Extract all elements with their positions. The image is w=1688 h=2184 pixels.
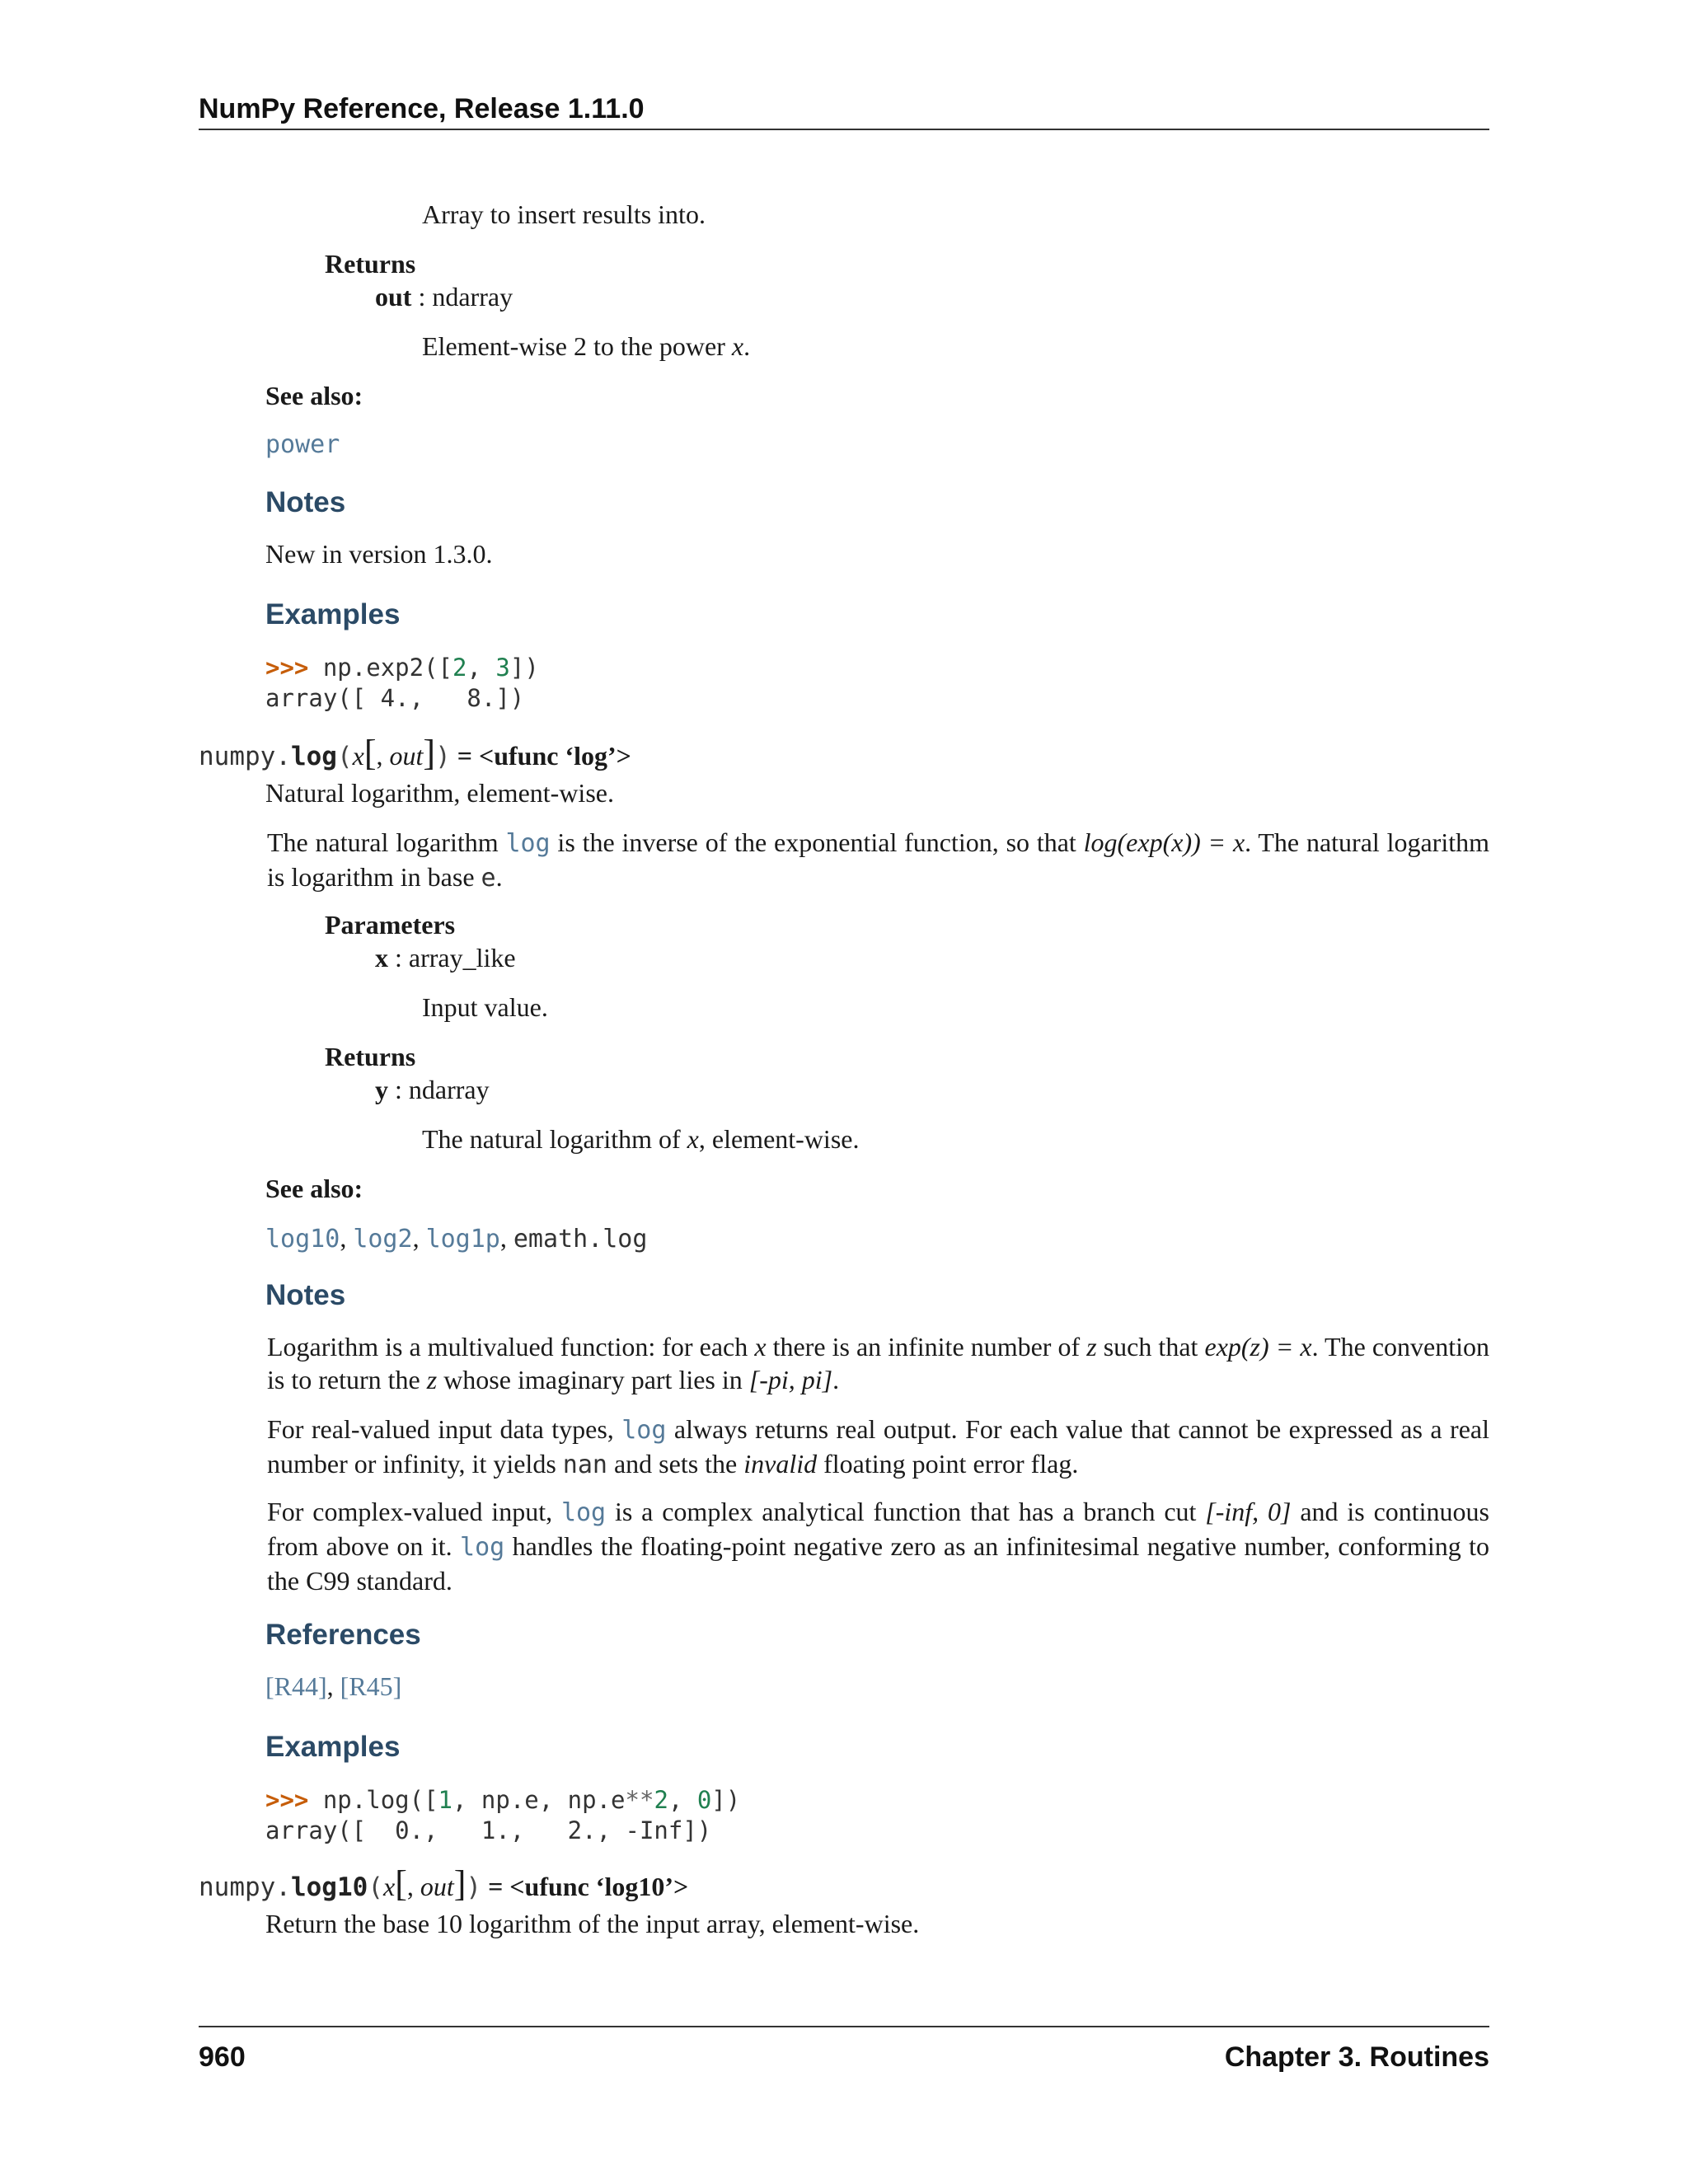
text: always returns real output. For each value that cannot be expressed as a real number or infinity, it yields — [267, 1414, 1490, 1479]
header-rule — [199, 129, 1489, 130]
code-operator: ** — [625, 1786, 654, 1814]
math-var: x — [687, 1124, 699, 1154]
sig-bracket: ] — [453, 1863, 467, 1904]
exp2-return-description — [422, 330, 750, 363]
exp2-return-desc-var: x — [731, 331, 744, 361]
text: there is an infinite number of — [766, 1332, 1087, 1361]
log-notes-paragraph-3 — [267, 1495, 1489, 1597]
log-examples-heading: Examples — [265, 1731, 401, 1763]
code-number: 1 — [438, 1786, 452, 1814]
log-param-field — [375, 941, 516, 974]
sig-paren: ( — [336, 742, 353, 771]
log10-summary: Return the base 10 logarithm of the input array, element-wise. — [265, 1909, 920, 1938]
math-expression: [-inf, 0] — [1205, 1497, 1292, 1526]
log-references-list — [265, 1670, 401, 1703]
log-code-line-1 — [265, 1785, 740, 1816]
exp2-return-desc-end: . — [743, 331, 751, 361]
log-parameters-label: Parameters — [325, 910, 456, 940]
log10-link[interactable]: log10 — [265, 1225, 340, 1254]
exp2-examples-heading: Examples — [265, 598, 401, 630]
code-text: np.log([ — [308, 1786, 438, 1814]
log-link[interactable]: log — [560, 1498, 607, 1527]
text: For real-valued input data types, — [267, 1414, 622, 1444]
text: The natural logarithm of — [422, 1124, 687, 1154]
log2-link[interactable]: log2 — [353, 1225, 413, 1254]
log-param-description: Input value. — [422, 992, 548, 1022]
log-notes-paragraph-1 — [267, 1330, 1489, 1396]
sig-module: numpy. — [199, 742, 291, 771]
log-link[interactable]: log — [505, 829, 551, 858]
math-expression: log(exp(x)) = x — [1083, 827, 1245, 857]
text: The natural logarithm — [267, 827, 506, 857]
log-notes-paragraph-2 — [267, 1413, 1489, 1482]
code-number: 2 — [654, 1786, 668, 1814]
sig-bracket: ] — [423, 733, 436, 773]
exp2-see-also-label: See also: — [265, 381, 363, 410]
log-see-also-list — [265, 1221, 647, 1256]
exp2-returns-label: Returns — [325, 249, 416, 279]
log-return-type: : ndarray — [395, 1075, 490, 1104]
text: such that — [1096, 1332, 1205, 1361]
code-prompt: >>> — [265, 654, 309, 682]
sig-comma: , — [406, 1872, 420, 1901]
math-expression: [-pi, pi] — [748, 1365, 833, 1394]
log-return-name: y — [375, 1075, 388, 1104]
chapter-title: Chapter 3. Routines — [1224, 2041, 1489, 2073]
text: and sets the — [607, 1449, 744, 1479]
log-code-line-2: array([ 0., 1., 2., -Inf]) — [265, 1816, 712, 1844]
sig-param-out: out — [389, 741, 424, 771]
log-summary: Natural logarithm, element-wise. — [265, 778, 614, 808]
text: . — [832, 1365, 840, 1394]
log-references-heading: References — [265, 1619, 421, 1651]
sig-paren: ) — [435, 742, 451, 771]
log-return-description — [422, 1122, 859, 1155]
sig-param-x: x — [352, 741, 364, 771]
log-returns-label: Returns — [325, 1042, 416, 1071]
footer-rule — [199, 2026, 1489, 2027]
exp2-code-line-2: array([ 4., 8.]) — [265, 684, 525, 712]
sig-comma: , — [376, 741, 390, 771]
exp2-return-desc-text: Element-wise 2 to the power — [422, 331, 732, 361]
text: is a complex analytical function that has a branch cut — [606, 1497, 1206, 1526]
sig-bracket: [ — [363, 733, 377, 773]
text: For complex-valued input, — [267, 1497, 561, 1526]
log10-signature — [199, 1863, 689, 1904]
sig-return: = <ufunc ‘log’> — [457, 741, 631, 771]
text: . — [495, 862, 503, 892]
separator: , — [412, 1223, 426, 1253]
out-param-description: Array to insert results into. — [422, 199, 706, 229]
math-expression: exp(z) = x — [1204, 1332, 1312, 1361]
separator: , — [340, 1223, 354, 1253]
sig-bracket: [ — [395, 1863, 407, 1904]
text: handles the floating-point negative zero as an infinitesimal negative number, conforming to the C99 standard. — [267, 1531, 1489, 1596]
sig-function-name: log10 — [290, 1872, 368, 1902]
power-link[interactable]: power — [265, 430, 340, 459]
exp2-code-line-1 — [265, 653, 539, 683]
math-var: z — [1086, 1332, 1097, 1361]
exp2-notes-heading: Notes — [265, 486, 346, 518]
code-text: , — [668, 1786, 697, 1814]
text: floating point error flag. — [817, 1449, 1079, 1479]
text: Logarithm is a multivalued function: for each — [267, 1332, 755, 1361]
code-text: ]) — [711, 1786, 741, 1814]
log-param-type: : array_like — [395, 943, 516, 972]
text: whose imaginary part lies in — [437, 1365, 749, 1394]
log-return-field — [375, 1073, 490, 1106]
inline-code: nan — [562, 1451, 607, 1479]
text: . The convention is to return the — [267, 1332, 1490, 1394]
code-number: 2 — [452, 654, 467, 682]
log-param-name: x — [375, 943, 388, 972]
code-prompt: >>> — [265, 1786, 309, 1814]
log-signature — [199, 733, 631, 773]
reference-r45-link[interactable]: [R45] — [340, 1671, 402, 1701]
text: . The natural logarithm is logarithm in base — [267, 827, 1490, 892]
math-var: z — [426, 1365, 438, 1394]
separator: , — [326, 1671, 340, 1701]
log-link[interactable]: log — [460, 1533, 505, 1562]
log-see-also-label: See also: — [265, 1174, 363, 1203]
sig-param-x: x — [382, 1872, 396, 1901]
sig-return: = <ufunc ‘log10’> — [488, 1872, 689, 1901]
code-text: np.exp2([ — [308, 654, 452, 682]
code-number: 0 — [696, 1786, 712, 1814]
math-var: x — [754, 1332, 767, 1361]
text: , element-wise. — [698, 1124, 860, 1154]
emath-log-ref: emath.log — [513, 1225, 648, 1254]
code-text: , — [467, 654, 496, 682]
code-number: 3 — [495, 654, 510, 682]
text: and is continuous from above on it. — [267, 1497, 1490, 1561]
log-link[interactable]: log — [621, 1416, 667, 1445]
exp2-return-field — [375, 280, 513, 313]
sig-module: numpy. — [199, 1872, 291, 1902]
inline-code: e — [481, 864, 496, 893]
log1p-link[interactable]: log1p — [425, 1225, 500, 1254]
exp2-return-type: : ndarray — [418, 282, 513, 312]
sig-paren: ) — [466, 1872, 482, 1902]
emphasis: invalid — [743, 1449, 818, 1479]
reference-r44-link[interactable]: [R44] — [265, 1671, 327, 1701]
exp2-notes-text: New in version 1.3.0. — [265, 539, 493, 569]
exp2-return-name: out — [375, 282, 412, 312]
running-header: NumPy Reference, Release 1.11.0 — [199, 93, 645, 124]
page-number: 960 — [199, 2041, 246, 2073]
sig-paren: ( — [368, 1872, 383, 1902]
separator: , — [499, 1223, 513, 1253]
text: is the inverse of the exponential function, so that — [550, 827, 1084, 857]
code-text: , np.e, np.e — [452, 1786, 626, 1814]
sig-function-name: log — [290, 742, 337, 771]
log-notes-heading: Notes — [265, 1279, 346, 1311]
log-description — [267, 826, 1489, 895]
code-text: ]) — [509, 654, 539, 682]
sig-param-out: out — [420, 1872, 454, 1901]
